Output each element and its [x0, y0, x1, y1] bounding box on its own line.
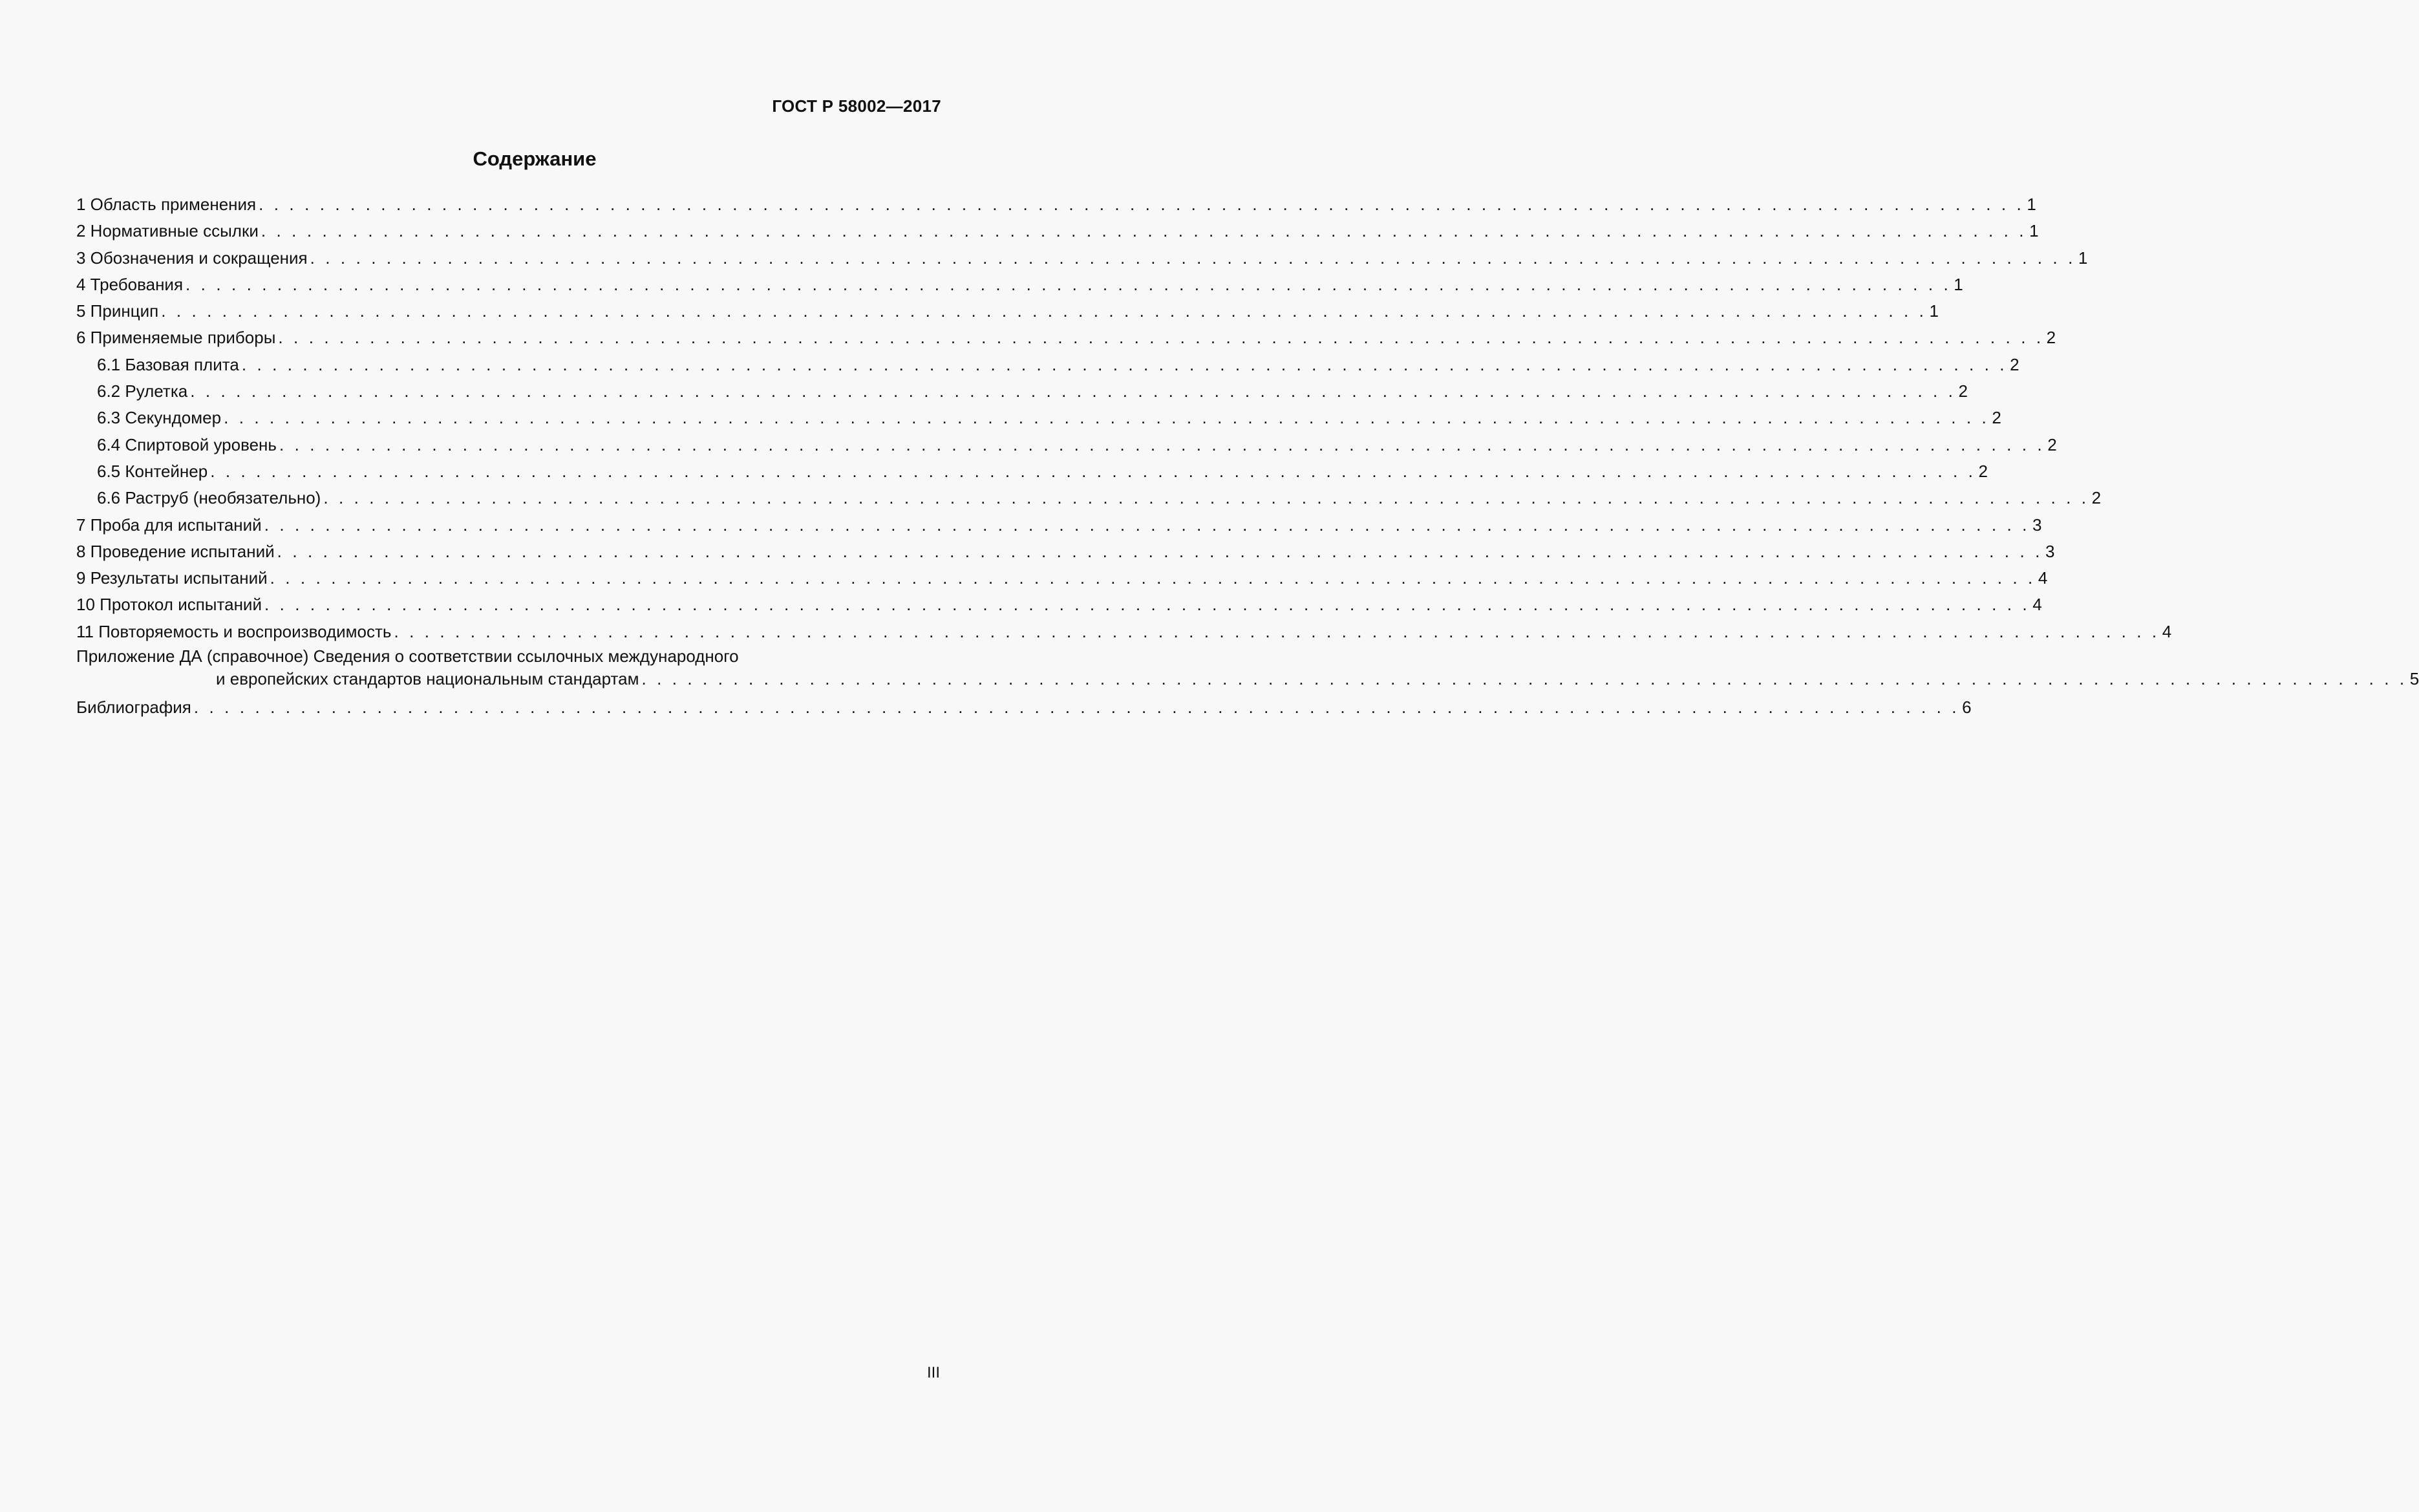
toc-entry-label: 6 Применяемые приборы [76, 328, 276, 348]
toc-entry-page: 1 [2078, 248, 2088, 268]
toc-entry-page: 1 [2029, 221, 2039, 241]
dot-leader: . . . . . . . . . . . . . . . . . . . . . . . . . . . . . . . . . . . . . . . . . . . . . . . . . . . . . . . . . . . . . . . . . . . . . . . . . . . . . . . . . . . . . . . . . . . . . . . . . . . . . . . . . . . . . . . . . . . . [241, 354, 2008, 374]
toc-entry-6-6[interactable] [76, 485, 2102, 511]
toc-entry-label: 3 Обозначения и сокращения [76, 248, 308, 268]
toc-entry-label: Библиография [76, 697, 191, 718]
toc-entry-6-3[interactable] [76, 405, 2001, 431]
dot-leader: . . . . . . . . . . . . . . . . . . . . . . . . . . . . . . . . . . . . . . . . . . . . . . . . . . . . . . . . . . . . . . . . . . . . . . . . . . . . . . . . . . . . . . . . . . . . . . . . . . . . . . . . . . . . . . . . . . . . [264, 595, 2030, 615]
toc-entry-4[interactable] [76, 272, 1963, 298]
toc-entry-6-2[interactable] [76, 378, 1968, 405]
toc-entry-label: 8 Проведение испытаний [76, 541, 275, 561]
dot-leader: . . . . . . . . . . . . . . . . . . . . . . . . . . . . . . . . . . . . . . . . . . . . . . . . . . . . . . . . . . . . . . . . . . . . . . . . . . . . . . . . . . . . . . . . . . . . . . . . . . . . . . . . . . . . . . . . . . . . [193, 697, 1960, 718]
toc-entry-page: 2 [2091, 488, 2102, 508]
toc-entry-6-4[interactable] [76, 432, 2057, 458]
dot-leader: . . . . . . . . . . . . . . . . . . . . . . . . . . . . . . . . . . . . . . . . . . . . . . . . . . . . . . . . . . . . . . . . . . . . . . . . . . . . . . . . . . . . . . . . . . . . . . . . . . . . . . . . . . . . . . . . . . . . [278, 328, 2044, 348]
dot-leader: . . . . . . . . . . . . . . . . . . . . . . . . . . . . . . . . . . . . . . . . . . . . . . . . . . . . . . . . . . . . . . . . . . . . . . . . . . . . . . . . . . . . . . . . . . . . . . . . . . . . . . . . . . . . . . . . . . . . [210, 461, 1976, 481]
toc-entry-2[interactable] [76, 218, 2039, 244]
toc-entry-3[interactable] [76, 245, 2088, 272]
toc-entry-label: 2 Нормативные ссылки [76, 221, 259, 241]
toc-entry-page: 3 [2032, 515, 2042, 535]
toc-entry-label: 6.5 Контейнер [97, 461, 208, 481]
toc-entry-page: 2 [2010, 354, 2019, 374]
dot-leader: . . . . . . . . . . . . . . . . . . . . . . . . . . . . . . . . . . . . . . . . . . . . . . . . . . . . . . . . . . . . . . . . . . . . . . . . . . . . . . . . . . . . . . . . . . . . . . . . . . . . . . . . . . . . . . . . . . . . [277, 541, 2043, 561]
dot-leader: . . . . . . . . . . . . . . . . . . . . . . . . . . . . . . . . . . . . . . . . . . . . . . . . . . . . . . . . . . . . . . . . . . . . . . . . . . . . . . . . . . . . . . . . . . . . . . . . . . . . . . . . . . . . . . . . . . . . [641, 669, 2407, 689]
toc-entry-page: 1 [1954, 274, 1963, 294]
dot-leader: . . . . . . . . . . . . . . . . . . . . . . . . . . . . . . . . . . . . . . . . . . . . . . . . . . . . . . . . . . . . . . . . . . . . . . . . . . . . . . . . . . . . . . . . . . . . . . . . . . . . . . . . . . . . . . . . . . . . [224, 408, 1990, 428]
toc-entry-label: 6.3 Секундомер [97, 408, 222, 428]
toc-entry-label: 5 Принцип [76, 301, 159, 321]
toc-entry-1[interactable] [76, 191, 2036, 218]
dot-leader: . . . . . . . . . . . . . . . . . . . . . . . . . . . . . . . . . . . . . . . . . . . . . . . . . . . . . . . . . . . . . . . . . . . . . . . . . . . . . . . . . . . . . . . . . . . . . . . . . . . . . . . . . . . . . . . . . . . . [270, 568, 2036, 588]
toc-entry-page: 5 [2409, 669, 2419, 689]
document-code: ГОСТ Р 58002—2017 [772, 96, 941, 116]
toc-entry-page: 2 [1992, 408, 2001, 428]
toc-entry-label: 4 Требования [76, 274, 184, 294]
toc-entry-label: 6.4 Спиртовой уровень [97, 434, 277, 454]
toc-entry-page: 2 [2047, 434, 2057, 454]
toc-entry-label: 11 Повторяемость и воспроизводимость [76, 621, 392, 641]
toc-entry-bibliography[interactable] [76, 694, 1972, 721]
dot-leader: . . . . . . . . . . . . . . . . . . . . . . . . . . . . . . . . . . . . . . . . . . . . . . . . . . . . . . . . . . . . . . . . . . . . . . . . . . . . . . . . . . . . . . . . . . . . . . . . . . . . . . . . . . . . . . . . . . . . [310, 248, 2076, 268]
toc-entry-page: 6 [1962, 697, 1972, 718]
toc-title: Содержание [473, 147, 597, 170]
toc-entry-5[interactable] [76, 298, 1939, 325]
toc-entry-6-1[interactable] [76, 352, 2019, 378]
toc-entry-page: 3 [2045, 541, 2055, 561]
toc-entry-label: 9 Результаты испытаний [76, 568, 268, 588]
toc-entry-9[interactable] [76, 565, 2048, 591]
toc-entry-annex-da[interactable] [76, 645, 2419, 690]
toc-entry-label: 7 Проба для испытаний [76, 515, 262, 535]
toc-entry-page: 4 [2162, 621, 2172, 641]
dot-leader: . . . . . . . . . . . . . . . . . . . . . . . . . . . . . . . . . . . . . . . . . . . . . . . . . . . . . . . . . . . . . . . . . . . . . . . . . . . . . . . . . . . . . . . . . . . . . . . . . . . . . . . . . . . . . . . . . . . . [261, 221, 2027, 241]
toc-entry-page: 2 [1958, 381, 1968, 401]
toc-entry-page: 2 [2046, 328, 2056, 348]
dot-leader: . . . . . . . . . . . . . . . . . . . . . . . . . . . . . . . . . . . . . . . . . . . . . . . . . . . . . . . . . . . . . . . . . . . . . . . . . . . . . . . . . . . . . . . . . . . . . . . . . . . . . . . . . . . . . . . . . . . . [323, 488, 2089, 508]
toc-entry-6[interactable] [76, 325, 2056, 351]
toc-entry-7[interactable] [76, 512, 2042, 538]
toc-entry-page: 2 [1978, 461, 1988, 481]
dot-leader: . . . . . . . . . . . . . . . . . . . . . . . . . . . . . . . . . . . . . . . . . . . . . . . . . . . . . . . . . . . . . . . . . . . . . . . . . . . . . . . . . . . . . . . . . . . . . . . . . . . . . . . . . . . . . . . . . . . . [279, 434, 2045, 454]
toc-entry-label: 10 Протокол испытаний [76, 595, 262, 615]
toc-entry-10[interactable] [76, 591, 2042, 618]
toc-entry-6-5[interactable] [76, 458, 1988, 485]
dot-leader: . . . . . . . . . . . . . . . . . . . . . . . . . . . . . . . . . . . . . . . . . . . . . . . . . . . . . . . . . . . . . . . . . . . . . . . . . . . . . . . . . . . . . . . . . . . . . . . . . . . . . . . . . . . . . . . . . . . . [259, 195, 2025, 214]
toc-entry-page: 1 [2027, 195, 2036, 214]
dot-leader: . . . . . . . . . . . . . . . . . . . . . . . . . . . . . . . . . . . . . . . . . . . . . . . . . . . . . . . . . . . . . . . . . . . . . . . . . . . . . . . . . . . . . . . . . . . . . . . . . . . . . . . . . . . . . . . . . . . . [161, 301, 1927, 321]
dot-leader: . . . . . . . . . . . . . . . . . . . . . . . . . . . . . . . . . . . . . . . . . . . . . . . . . . . . . . . . . . . . . . . . . . . . . . . . . . . . . . . . . . . . . . . . . . . . . . . . . . . . . . . . . . . . . . . . . . . . [394, 621, 2160, 641]
toc-entry-label: 6.6 Раструб (необязательно) [97, 488, 321, 508]
dot-leader: . . . . . . . . . . . . . . . . . . . . . . . . . . . . . . . . . . . . . . . . . . . . . . . . . . . . . . . . . . . . . . . . . . . . . . . . . . . . . . . . . . . . . . . . . . . . . . . . . . . . . . . . . . . . . . . . . . . . [264, 515, 2030, 535]
toc-entry-8[interactable] [76, 538, 2055, 565]
page-number: III [926, 1364, 940, 1381]
toc-entry-label-continued: и европейских стандартов национальным стандартам [216, 669, 639, 689]
dot-leader: . . . . . . . . . . . . . . . . . . . . . . . . . . . . . . . . . . . . . . . . . . . . . . . . . . . . . . . . . . . . . . . . . . . . . . . . . . . . . . . . . . . . . . . . . . . . . . . . . . . . . . . . . . . . . . . . . . . . [190, 381, 1956, 401]
toc-entry-label: 1 Область применения [76, 195, 257, 214]
toc-entry-11[interactable] [76, 619, 2172, 645]
toc-entry-page: 4 [2038, 568, 2048, 588]
toc-entry-page: 1 [1929, 301, 1939, 321]
toc-entry-label: 6.2 Рулетка [97, 381, 188, 401]
toc-entry-label: 6.1 Базовая плита [97, 354, 239, 374]
toc-entry-page: 4 [2032, 595, 2042, 615]
dot-leader: . . . . . . . . . . . . . . . . . . . . . . . . . . . . . . . . . . . . . . . . . . . . . . . . . . . . . . . . . . . . . . . . . . . . . . . . . . . . . . . . . . . . . . . . . . . . . . . . . . . . . . . . . . . . . . . . . . . . [186, 274, 1952, 294]
table-of-contents [76, 191, 2419, 721]
toc-entry-label: Приложение ДА (справочное) Сведения о соответствии ссылочных международного [76, 646, 739, 666]
